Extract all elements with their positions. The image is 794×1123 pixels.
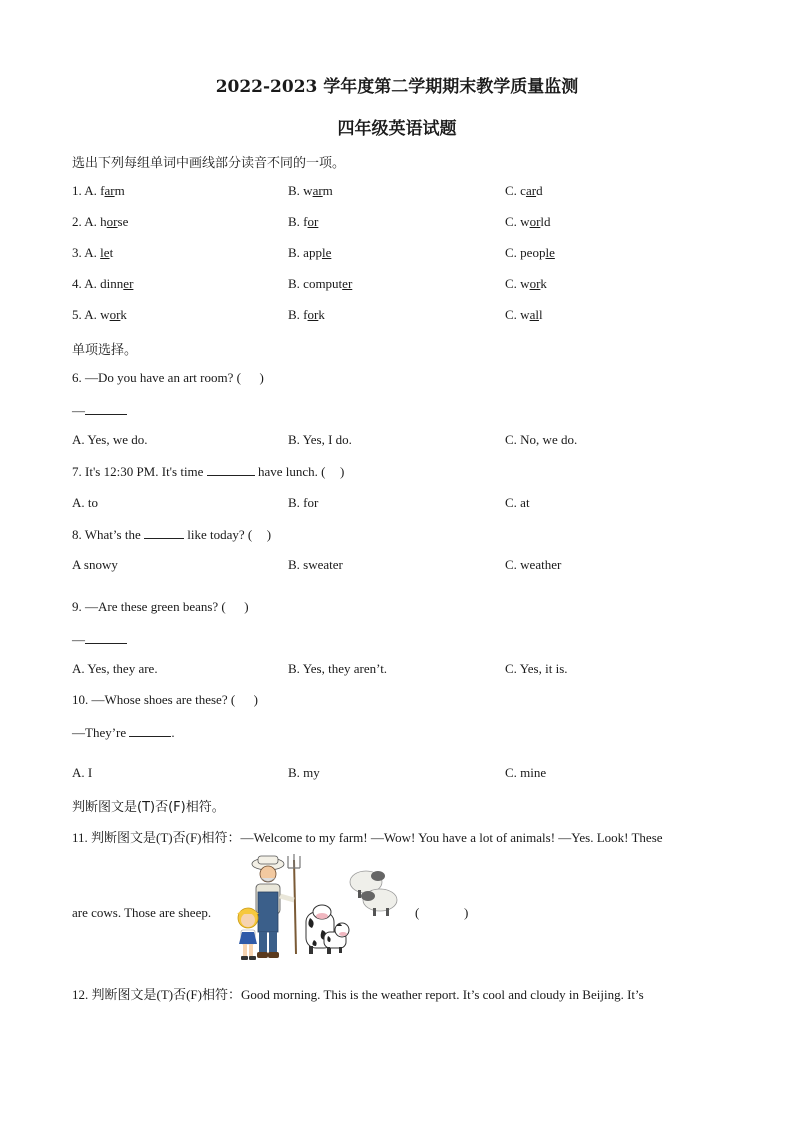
sheep-figure <box>350 871 397 916</box>
question-3-option-b <box>288 245 331 261</box>
question-5-option-a <box>72 307 127 323</box>
word-part: w <box>520 276 530 291</box>
word-part: f <box>303 214 308 229</box>
question-7-option-c: C. at <box>505 495 530 510</box>
answer-blank[interactable] <box>207 463 255 476</box>
phonics-word <box>100 276 133 291</box>
question-7-option-b: B. for <box>288 495 319 510</box>
answer-blank[interactable] <box>85 402 127 415</box>
underlined-part: le <box>321 245 332 260</box>
word-part: d <box>536 183 543 198</box>
underlined-part: or <box>307 307 319 322</box>
question-10-text: 10. —Whose shoes are these? ( <box>72 692 236 707</box>
question-6-option-a: A. Yes, we do. <box>72 432 148 447</box>
question-10-answer-line: —They’re . <box>72 725 175 740</box>
option-label: B. <box>288 245 300 260</box>
question-11-answer-close: ) <box>464 905 469 920</box>
phonics-word <box>100 245 113 260</box>
phonics-word <box>520 245 555 260</box>
girl-figure <box>237 908 259 960</box>
option-label: B. <box>288 214 300 229</box>
word-part: w <box>520 307 530 322</box>
question-number: 4. A. <box>72 276 97 291</box>
question-2-option-a <box>72 214 128 230</box>
question-6-close: ) <box>259 370 264 385</box>
word-part: k <box>540 276 547 291</box>
underlined-part: le <box>545 245 555 260</box>
question-7-close: ) <box>339 464 345 479</box>
underlined-part: or <box>529 214 541 229</box>
question-1-option-b <box>288 183 333 199</box>
phonics-word <box>303 214 318 229</box>
question-6-text: 6. —Do you have an art room? ( <box>72 370 241 385</box>
question-10-option-a: A. I <box>72 765 93 780</box>
question-10-option-b: B. my <box>288 765 320 780</box>
underlined-part: or <box>307 214 319 229</box>
word-part: peop <box>520 245 546 260</box>
question-7-option-a: A. to <box>72 495 98 510</box>
phonics-word <box>100 214 128 229</box>
question-number: 2. A. <box>72 214 97 229</box>
answer-blank[interactable] <box>85 631 127 644</box>
exam-title: 2022-2023 学年度第二学期期末教学质量监测 <box>215 77 579 97</box>
question-7 <box>72 463 344 480</box>
farm-illustration <box>228 852 408 974</box>
option-label: B. <box>288 276 300 291</box>
phonics-word <box>520 214 550 229</box>
question-number: 1. A. <box>72 183 97 198</box>
question-6 <box>72 370 264 386</box>
phonics-word <box>100 307 127 322</box>
question-3-option-a <box>72 245 113 261</box>
word-part: m <box>322 183 333 198</box>
farmer-figure <box>252 854 300 958</box>
phonics-word <box>303 276 352 291</box>
question-2-option-b <box>288 214 318 230</box>
option-label: C. <box>505 183 517 198</box>
question-3-option-c <box>505 245 555 261</box>
question-4-option-a <box>72 276 133 292</box>
word-part: se <box>117 214 129 229</box>
word-part: k <box>318 307 325 322</box>
exam-subtitle: 四年级英语试题 <box>337 119 457 139</box>
question-1-option-a <box>72 183 125 199</box>
word-part: w <box>520 214 530 229</box>
word-part: w <box>100 307 110 322</box>
phonics-word <box>520 307 542 322</box>
question-9-option-b: B. Yes, they aren’t. <box>288 661 388 676</box>
phonics-word <box>303 245 331 260</box>
underlined-part: or <box>109 307 121 322</box>
option-label: C. <box>505 307 517 322</box>
question-9-option-c: C. Yes, it is. <box>505 661 568 676</box>
section3-heading: 判断图文是(T)否(F)相符。 <box>72 800 225 815</box>
underlined-part: ar <box>104 183 115 198</box>
question-6-option-c: C. No, we do. <box>505 432 578 447</box>
question-8 <box>72 526 271 543</box>
question-4-option-b <box>288 276 352 292</box>
question-6-option-b: B. Yes, I do. <box>288 432 352 447</box>
option-label: C. <box>505 276 517 291</box>
option-label: B. <box>288 307 300 322</box>
word-part: t <box>109 245 114 260</box>
underlined-part: or <box>529 276 541 291</box>
question-9-text: 9. —Are these green beans? ( <box>72 599 226 614</box>
question-8-text-before: 8. What’s the <box>72 527 144 542</box>
question-9-dash: — <box>72 632 85 647</box>
question-6-dash: — <box>72 403 85 418</box>
question-11-answer-open: ( <box>415 905 420 920</box>
word-part: c <box>520 183 526 198</box>
section1-heading: 选出下列每组单词中画线部分读音不同的一项。 <box>72 156 346 171</box>
word-part: f <box>100 183 105 198</box>
question-10 <box>72 692 258 708</box>
word-part: l <box>538 307 543 322</box>
question-7-text-after: have lunch. ( <box>254 464 326 479</box>
question-number: 5. A. <box>72 307 97 322</box>
question-5-option-b <box>288 307 325 323</box>
option-label: C. <box>505 214 517 229</box>
question-10-answer: —They’re <box>72 725 130 740</box>
question-10-close: ) <box>253 692 259 707</box>
word-part: w <box>303 183 313 198</box>
question-11-line1: 11. 判断图文是(T)否(F)相符：—Welcome to my farm! —Wow! You have a lot of animals! —Yes. Look! These <box>72 830 663 845</box>
word-part: dinn <box>100 276 124 291</box>
question-number: 3. A. <box>72 245 97 260</box>
option-label: C. <box>505 245 517 260</box>
answer-blank[interactable] <box>144 526 184 539</box>
question-6-answer-line <box>72 402 127 419</box>
question-8-option-a: A snowy <box>72 557 118 572</box>
underlined-part: er <box>342 276 353 291</box>
question-1-option-c <box>505 183 543 199</box>
word-part: h <box>100 214 107 229</box>
question-8-close: ) <box>266 527 272 542</box>
question-9 <box>72 599 249 615</box>
option-label: B. <box>288 183 300 198</box>
underlined-part: le <box>100 245 110 260</box>
underlined-part: or <box>106 214 118 229</box>
question-11-line2: are cows. Those are sheep. <box>72 905 212 920</box>
word-part: ld <box>540 214 551 229</box>
word-part: m <box>114 183 125 198</box>
phonics-word <box>303 183 333 198</box>
section2-heading: 单项选择。 <box>72 343 138 358</box>
underlined-part: al <box>529 307 539 322</box>
word-part: f <box>303 307 308 322</box>
question-9-close: ) <box>244 599 249 614</box>
phonics-word <box>100 183 125 198</box>
question-2-option-c <box>505 214 551 230</box>
question-8-option-b: B. sweater <box>288 557 343 572</box>
word-part: app <box>303 245 322 260</box>
word-part: k <box>120 307 127 322</box>
answer-blank[interactable] <box>129 724 171 737</box>
underlined-part: ar <box>312 183 323 198</box>
phonics-word <box>303 307 325 322</box>
word-part: comput <box>303 276 343 291</box>
question-10-option-c: C. mine <box>505 765 547 780</box>
question-5-option-c <box>505 307 543 323</box>
underlined-part: er <box>123 276 134 291</box>
question-8-option-c: C. weather <box>505 557 562 572</box>
phonics-word <box>520 276 547 291</box>
question-7-text-before: 7. It's 12:30 PM. It's time <box>72 464 207 479</box>
question-8-text-after: like today? ( <box>183 527 253 542</box>
question-12-line1: 12. 判断图文是(T)否(F)相符：Good morning. This is the weather report. It’s cool and cloudy in Beijing. It’s <box>72 987 644 1002</box>
question-4-option-c <box>505 276 547 292</box>
question-9-option-a: A. Yes, they are. <box>72 661 158 676</box>
underlined-part: ar <box>525 183 537 198</box>
question-9-answer-line <box>72 631 127 648</box>
phonics-word <box>520 183 542 198</box>
